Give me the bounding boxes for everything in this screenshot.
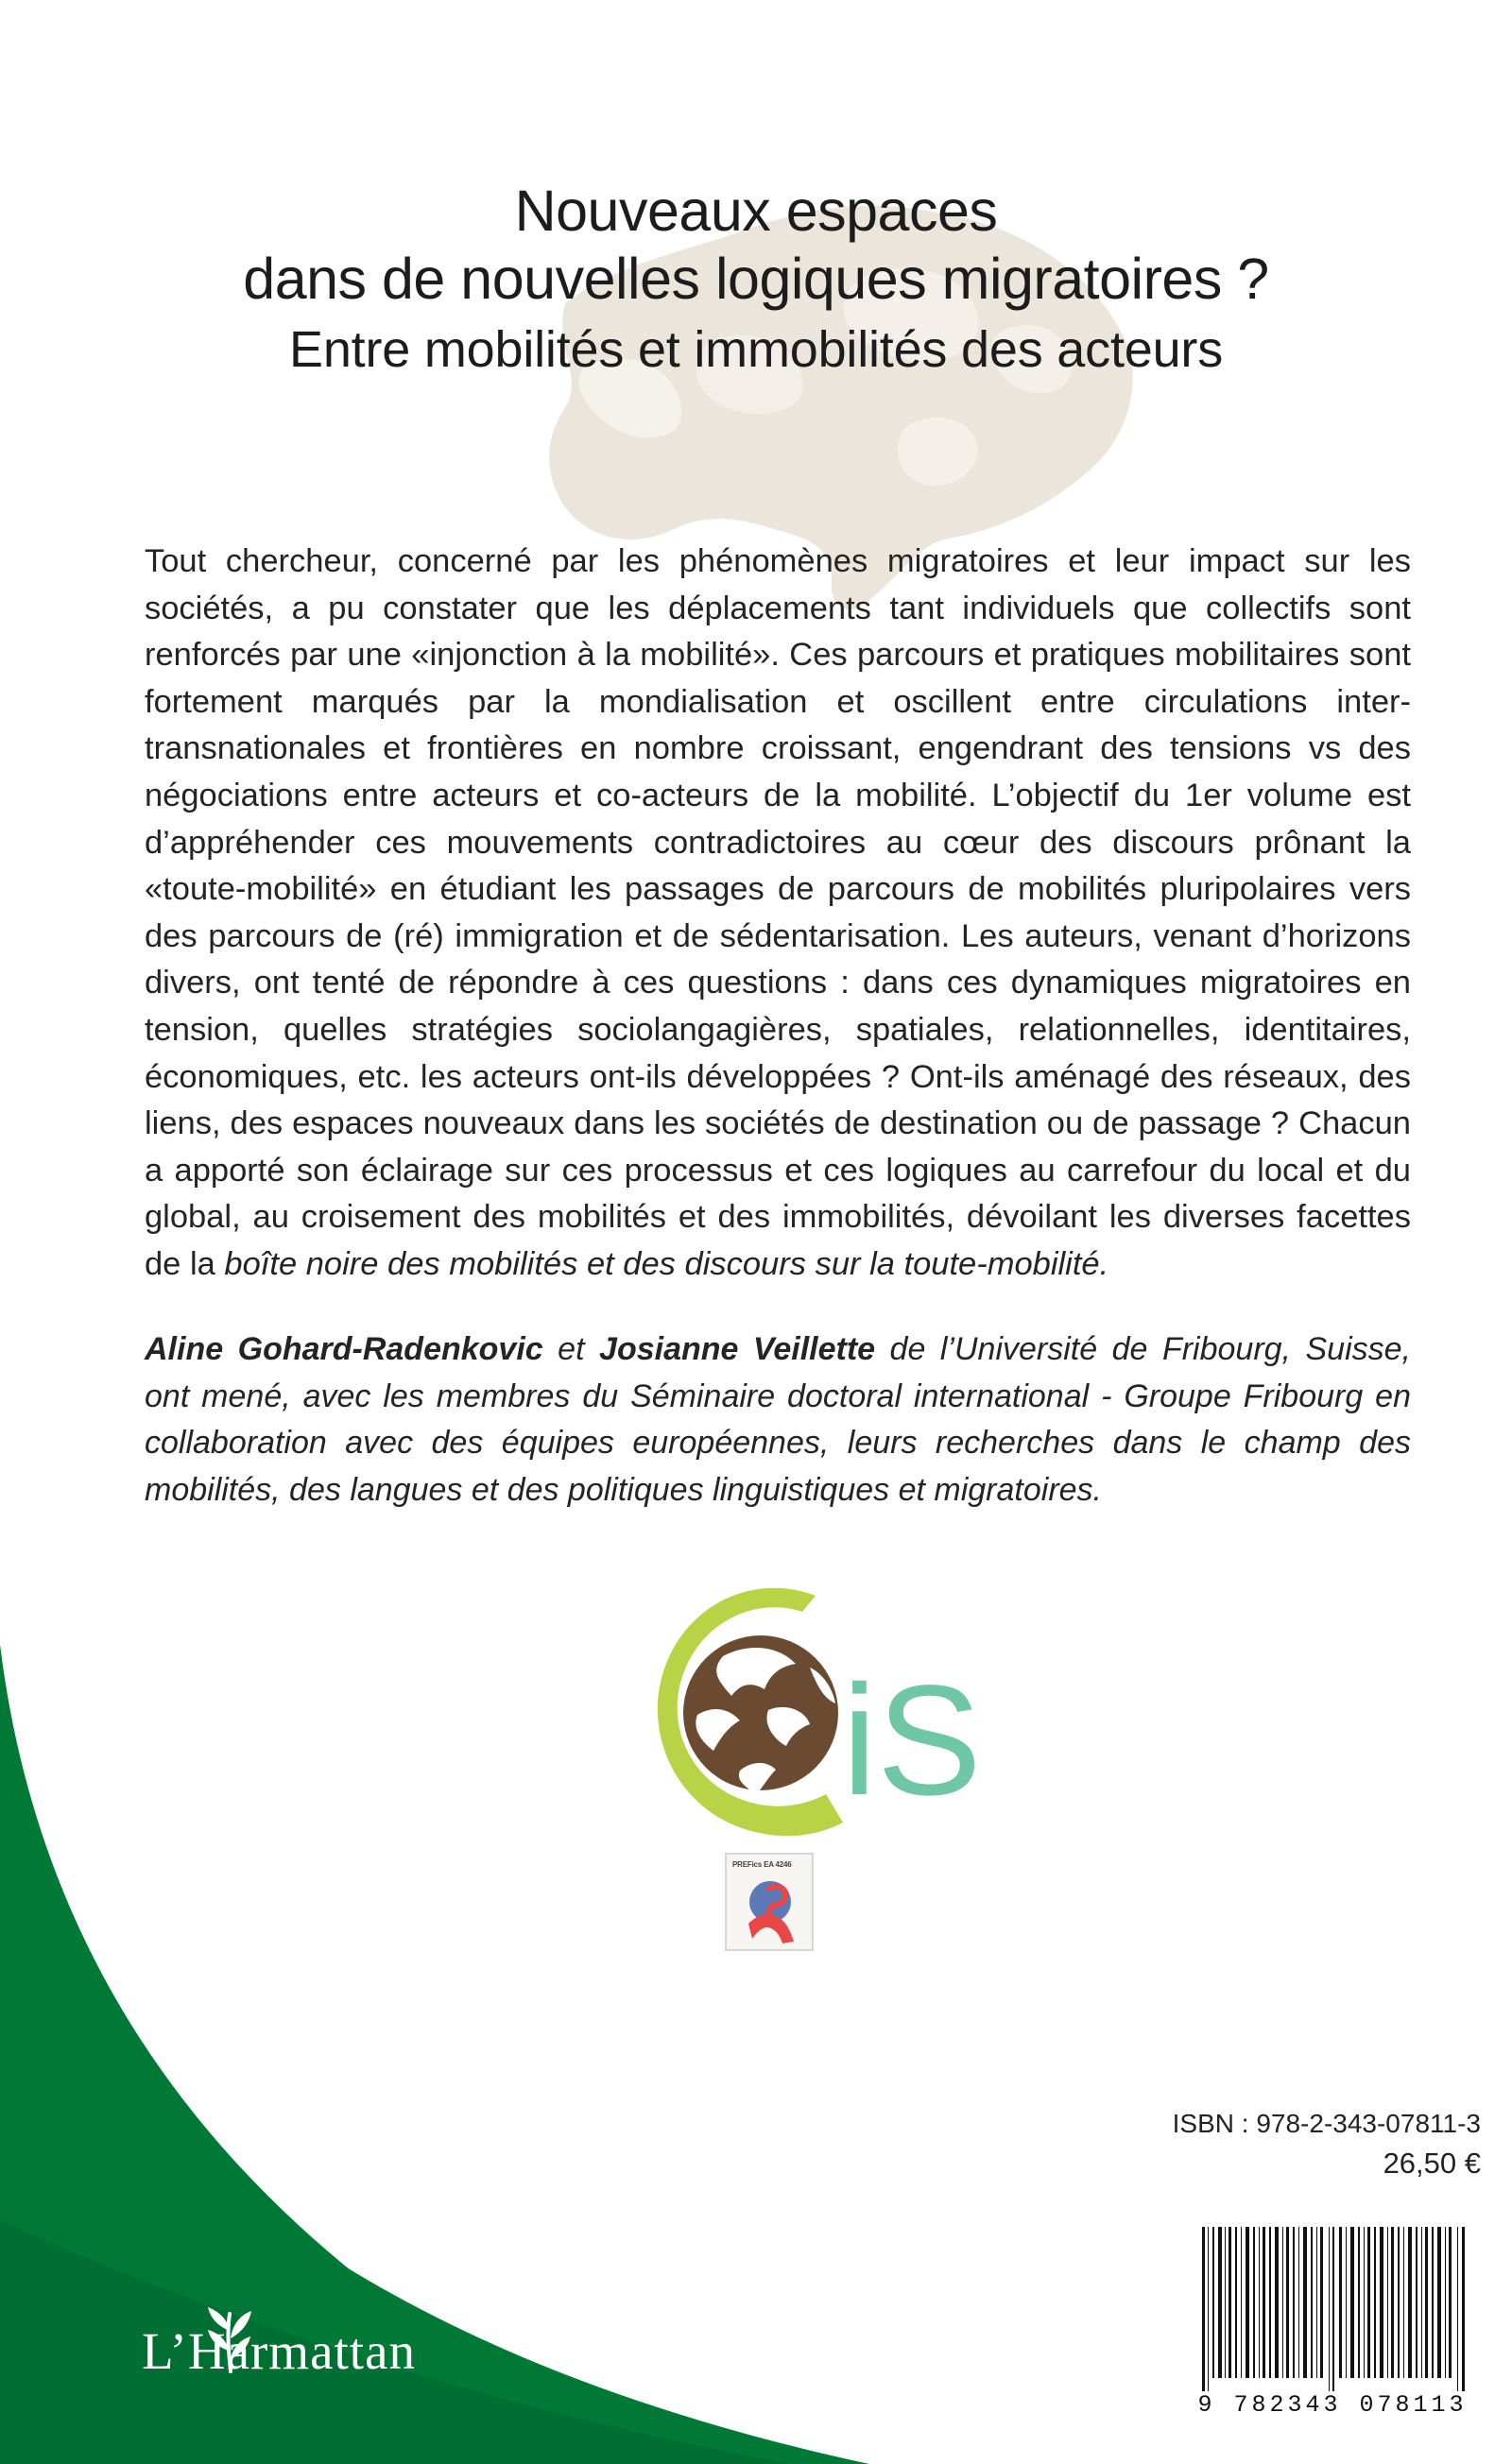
book-subtitle: Entre mobilités et immobilités des acteurs bbox=[289, 320, 1223, 378]
author-affiliation: de l’Université de Fribourg, Suisse, ont mené, avec les membres du Séminaire doctoral international - Groupe Fribourg en collaboration avec des équipes européennes, leurs recherches dans le champ des mobilités, des langues et des politiques linguistiques et migratoires. bbox=[145, 1331, 1411, 1508]
cover-title-block bbox=[0, 178, 1512, 378]
publisher-name: L’Harmattan bbox=[142, 2322, 416, 2380]
barcode-number: 9 782343 078113 bbox=[1197, 2391, 1468, 2419]
prefics-symbol-icon bbox=[741, 1875, 799, 1945]
cis-logo bbox=[643, 1573, 992, 1847]
publisher-logo bbox=[142, 2310, 444, 2387]
cis-logo-text: iS bbox=[842, 1653, 982, 1828]
summary-text-before-italic: Tout chercheur, concerné par les phénomènes migratoires et leur impact sur les sociétés, a pu constater que les déplacements tant individuels que collectifs sont renforcés par une «injonction à la mobilité». Ces parcours et pratiques mobilitaires sont fortement marqués par la mondialisation et oscillent entre circulations inter-transnationales et frontières en nombre croissant, engendrant des tensions vs des négociations entre acteurs et co-acteurs de la mobilité. L’objectif du 1er volume est d’appréhender ces mouvements contradictoires au cœur des discours prônant la «toute-mobilité» en étudiant les passages de parcours de mobilités pluripolaires vers des parcours de (ré) immigration et de sédentarisation. Les auteurs, venant d’horizons divers, ont tenté de répondre à ces questions : dans ces dynamiques migratoires en tension, quelles stratégies sociolangagières, spatiales, relationnelles, identitaires, économiques, etc. les acteurs ont-ils développées ? Ont-ils aménagé des réseaux, des liens, des espaces nouveaux dans les sociétés de destination ou de passage ? Chacun a apporté son éclairage sur ces processus et ces logiques au carrefour du local et du global, au croisement des mobilités et des immobilités, dévoilant les diverses facettes de la bbox=[145, 543, 1411, 1282]
author-connector: et bbox=[542, 1331, 600, 1367]
price-text: 26,50 € bbox=[1383, 2147, 1481, 2180]
book-summary bbox=[145, 539, 1411, 1289]
book-title-line-2: dans de nouvelles logiques migratoires ? bbox=[243, 246, 1269, 311]
author-name-2: Josianne Veillette bbox=[599, 1331, 876, 1367]
prefics-logo-label: PREFics EA 4246 bbox=[732, 1860, 792, 1869]
barcode-bars-icon bbox=[1199, 2227, 1469, 2391]
book-title-line-1: Nouveaux espaces bbox=[514, 179, 998, 243]
author-name-1: Aline Gohard-Radenkovic bbox=[145, 1331, 543, 1367]
barcode bbox=[1184, 2219, 1481, 2433]
isbn-text: ISBN : 978-2-343-07811-3 bbox=[1172, 2109, 1481, 2138]
prefics-logo bbox=[725, 1853, 814, 1951]
author-description bbox=[145, 1326, 1411, 1514]
cis-globe-c-icon bbox=[643, 1573, 992, 1847]
summary-italic-phrase: boîte noire des mobilités et des discours sur la toute-mobilité bbox=[224, 1245, 1100, 1282]
summary-end-punctuation: . bbox=[1099, 1245, 1109, 1282]
